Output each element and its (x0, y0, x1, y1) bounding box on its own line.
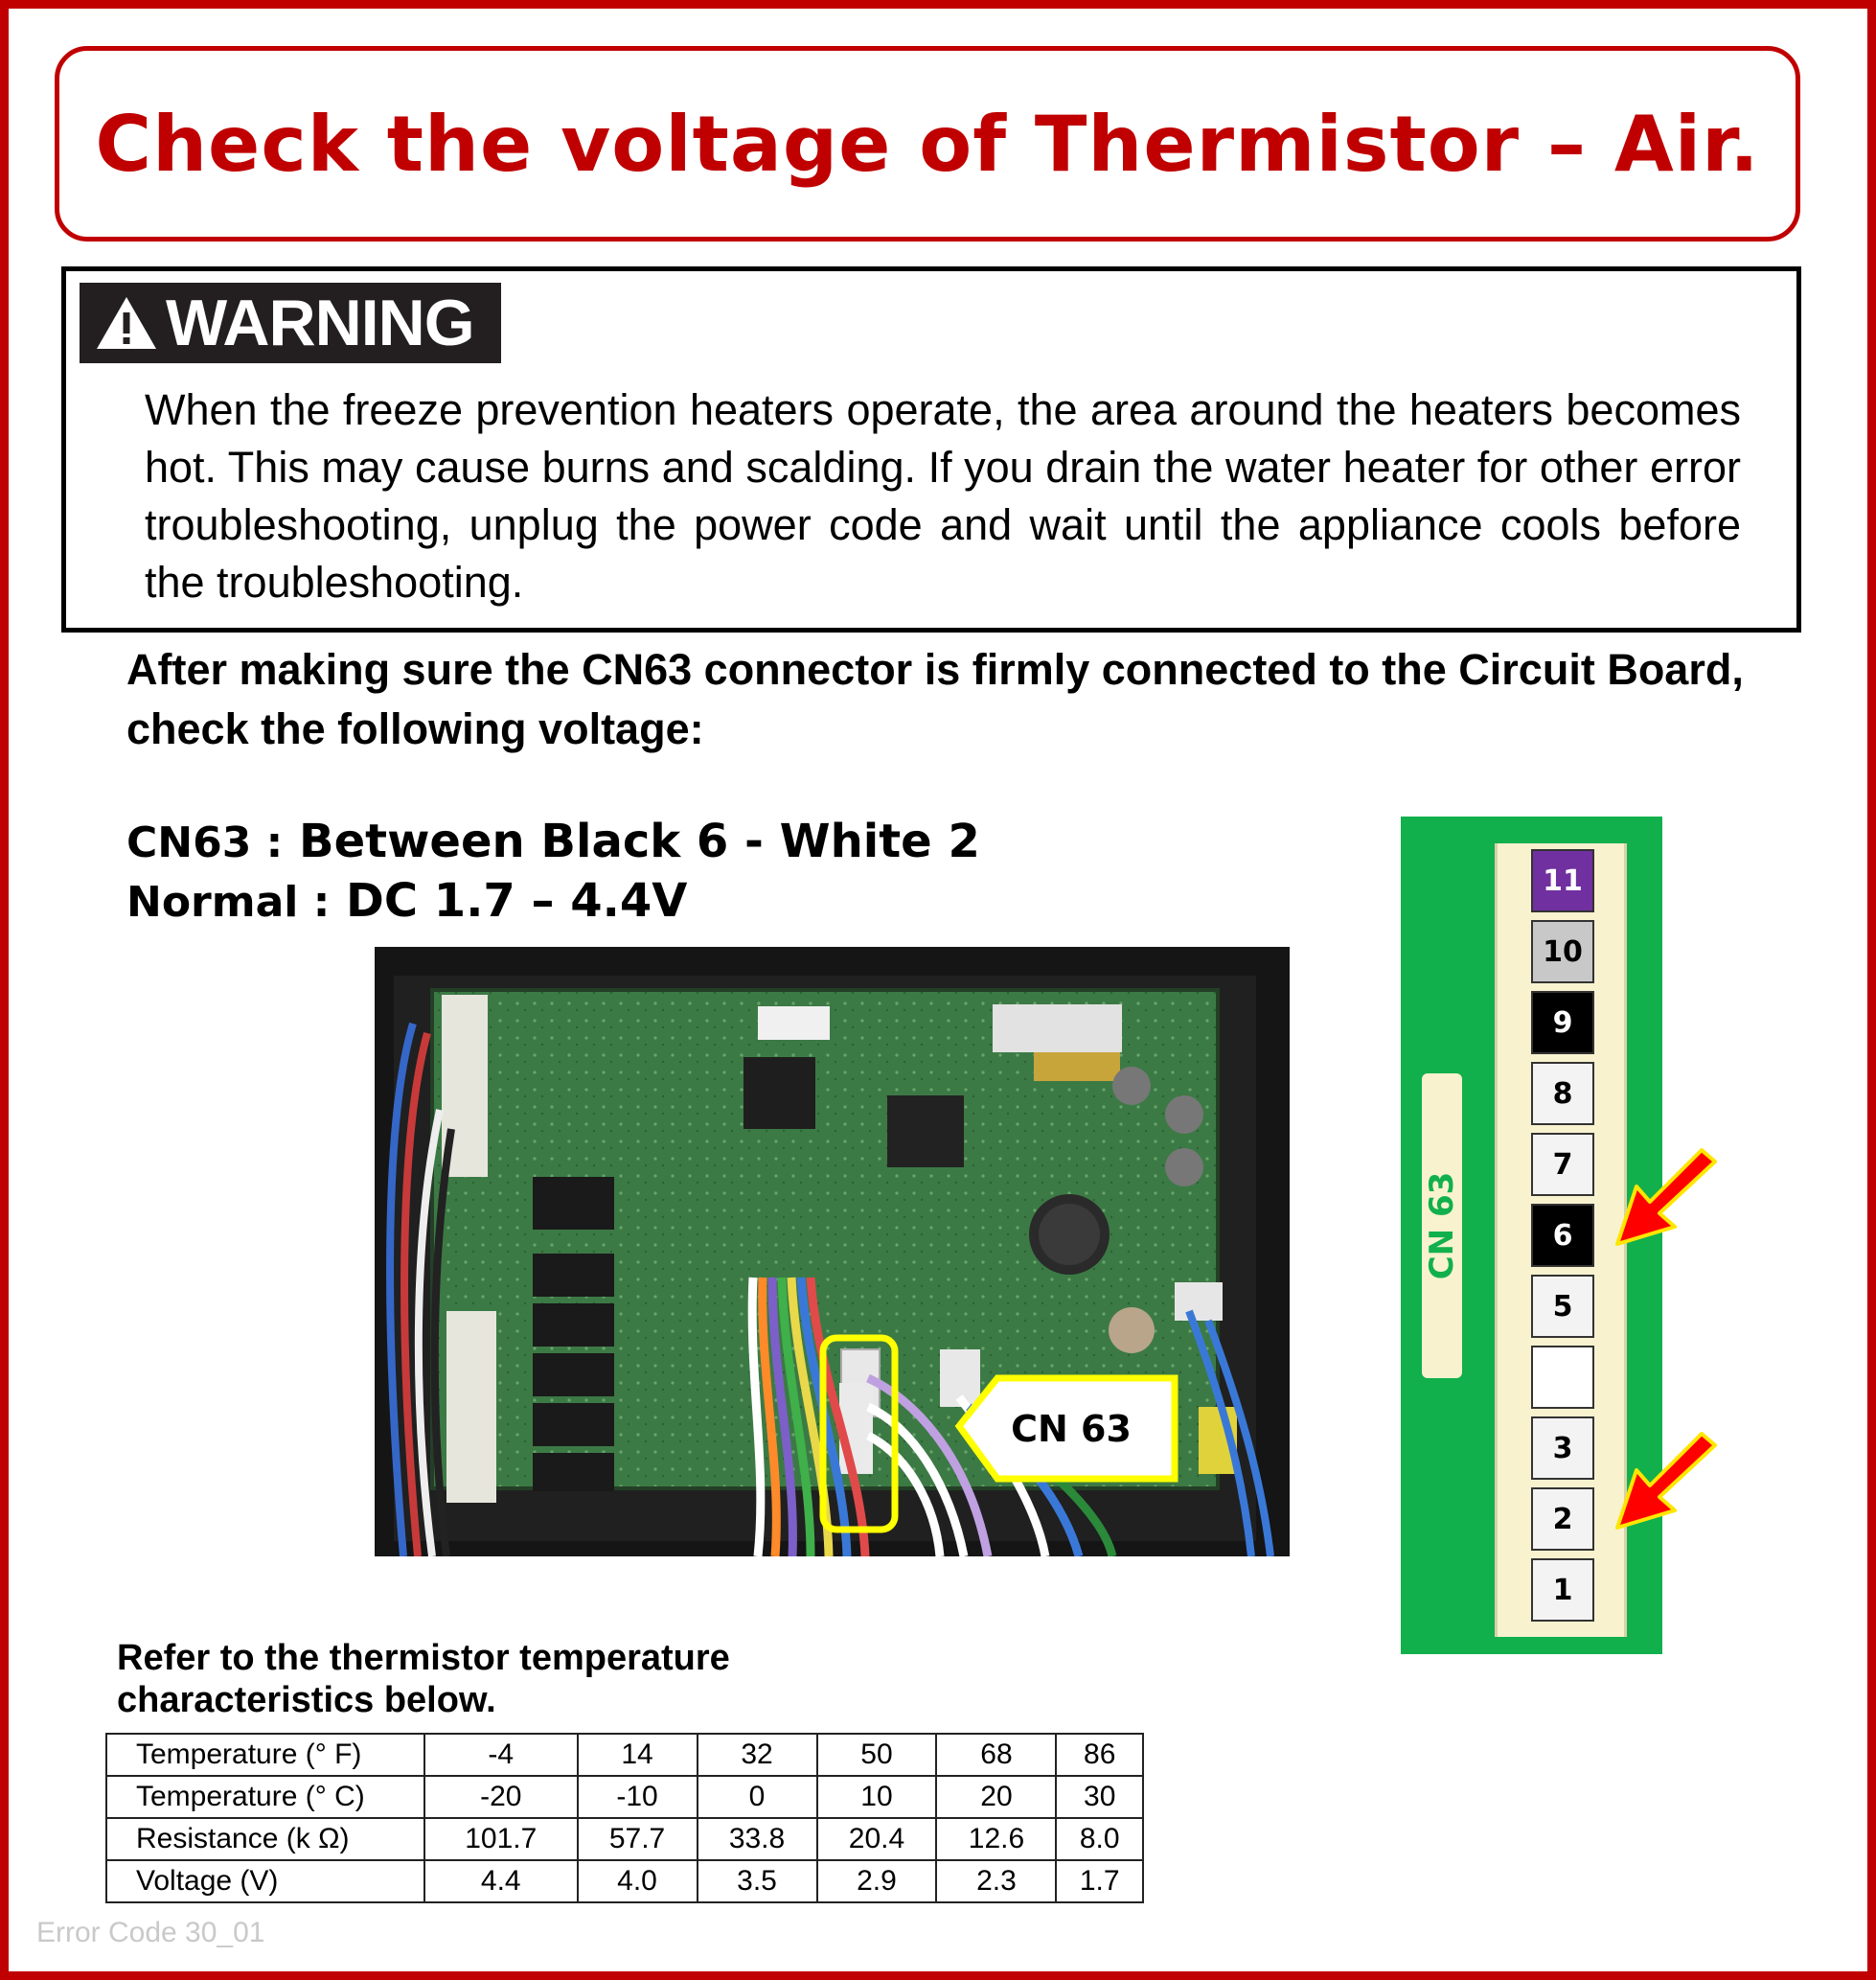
warning-label (80, 283, 501, 363)
table-cell: 14 (578, 1734, 698, 1776)
page-title: Check the voltage of Thermistor – Air. (95, 99, 1760, 189)
table-cell: 86 (1056, 1734, 1143, 1776)
table-cell: 20.4 (817, 1818, 937, 1860)
table-cell: 3.5 (698, 1860, 817, 1902)
table-cell: 50 (817, 1734, 937, 1776)
table-cell: 68 (936, 1734, 1056, 1776)
voltage-spec (126, 813, 980, 932)
table-row (106, 1818, 1143, 1860)
table-cell: -10 (578, 1776, 698, 1818)
connector-pin: 11 (1531, 849, 1594, 912)
table-cell: 101.7 (424, 1818, 578, 1860)
table-cell: 4.0 (578, 1860, 698, 1902)
connector-pin (1531, 1346, 1594, 1409)
spec-normal-key: Normal : (126, 878, 331, 927)
table-cell: 2.3 (936, 1860, 1056, 1902)
row-label: Resistance (k Ω) (106, 1818, 424, 1860)
spec-normal-line (126, 872, 980, 932)
connector-label: CN 63 (1423, 1171, 1461, 1280)
cn63-connector-diagram (1401, 817, 1662, 1654)
warning-triangle-icon (95, 295, 158, 351)
circuit-board-illustration (375, 947, 1290, 1556)
connector-pin: 8 (1531, 1062, 1594, 1125)
error-code-footer: Error Code 30_01 (36, 1917, 265, 1948)
table-cell: 20 (936, 1776, 1056, 1818)
table-cell: -20 (424, 1776, 578, 1818)
circuit-board-photo (375, 947, 1290, 1556)
table-cell: 8.0 (1056, 1818, 1143, 1860)
connector-pin: 2 (1531, 1487, 1594, 1551)
connector-pin: 7 (1531, 1133, 1594, 1196)
table-cell: 32 (698, 1734, 817, 1776)
table-row (106, 1734, 1143, 1776)
table-cell: 1.7 (1056, 1860, 1143, 1902)
row-label: Temperature (° F) (106, 1734, 424, 1776)
table-row (106, 1776, 1143, 1818)
row-label: Temperature (° C) (106, 1776, 424, 1818)
title-box (55, 46, 1800, 242)
table-cell: 57.7 (578, 1818, 698, 1860)
red-arrow-icon (1610, 1432, 1725, 1537)
spec-between-line (126, 813, 980, 872)
reference-heading (117, 1637, 979, 1721)
red-arrow-icon (1610, 1148, 1725, 1254)
connector-pin: 5 (1531, 1275, 1594, 1338)
reference-heading-line1: Refer to the thermistor temperature (117, 1638, 730, 1678)
table-cell: 12.6 (936, 1818, 1056, 1860)
table-cell: 30 (1056, 1776, 1143, 1818)
connector-pin: 3 (1531, 1416, 1594, 1480)
reference-heading-line2: characteristics below. (117, 1680, 496, 1720)
table-cell: 10 (817, 1776, 937, 1818)
table-cell: 4.4 (424, 1860, 578, 1902)
warning-box (61, 266, 1801, 633)
instructions: After making sure the CN63 connector is firmly connected to the Circuit Board, check the following voltage: (126, 645, 1744, 753)
warning-label-text: WARNING (166, 287, 474, 359)
connector-pin: 1 (1531, 1558, 1594, 1622)
table-cell: 0 (698, 1776, 817, 1818)
connector-pin: 9 (1531, 991, 1594, 1054)
table-cell: 2.9 (817, 1860, 937, 1902)
table-cell: 33.8 (698, 1818, 817, 1860)
connector-pin: 10 (1531, 920, 1594, 983)
thermistor-table (105, 1733, 1144, 1903)
row-label: Voltage (V) (106, 1860, 424, 1902)
table-row (106, 1860, 1143, 1902)
cn63-callout-label: CN 63 (1011, 1408, 1132, 1450)
spec-between-key: CN63 : (126, 818, 284, 867)
spec-normal-value: DC 1.7 – 4.4V (346, 874, 688, 928)
spec-between-value: Between Black 6 - White 2 (298, 815, 980, 868)
warning-text: When the freeze prevention heaters operate, the area around the heaters becomes hot. This may cause burns and scalding. If you drain the water heater for other error troubleshooting, unplug the power code and wait until the appliance cools before the troubleshooting. (145, 385, 1741, 607)
table-cell: -4 (424, 1734, 578, 1776)
connector-pin: 6 (1531, 1204, 1594, 1267)
